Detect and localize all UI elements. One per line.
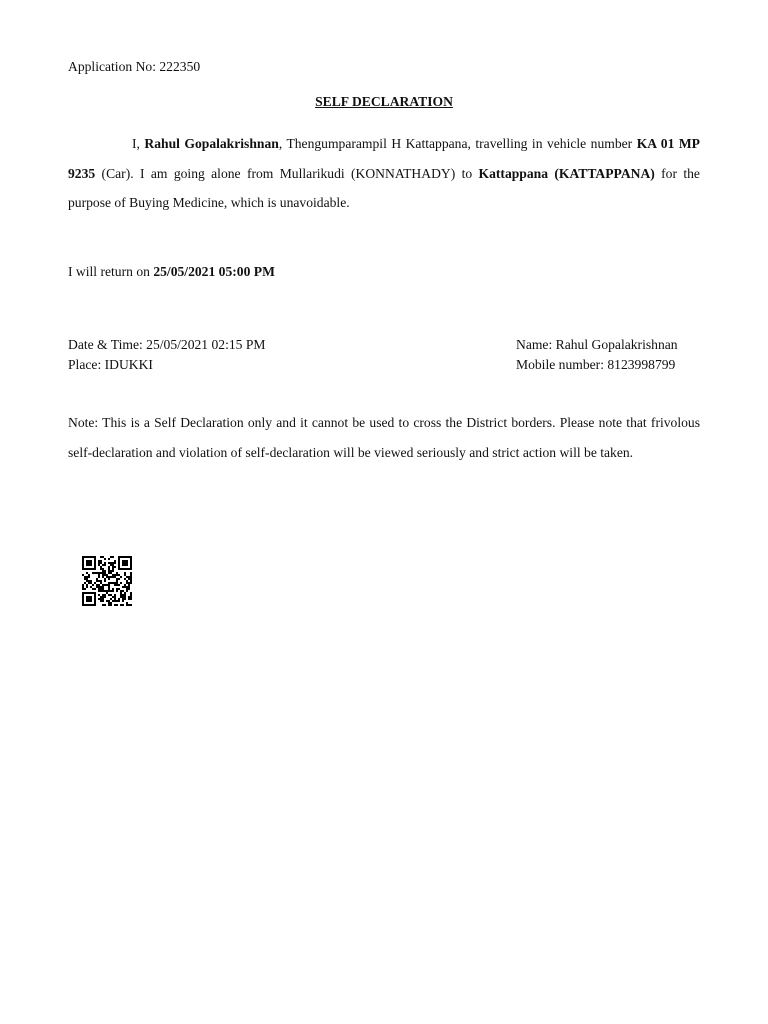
application-number-value: 222350 bbox=[159, 59, 201, 74]
document-title: SELF DECLARATION bbox=[315, 94, 453, 109]
declaration-prefix: I, bbox=[132, 136, 140, 151]
declaration-text-1: (Car). I am going alone from Mullarikudi (KONNATHADY) to bbox=[101, 165, 473, 181]
mobile-number: Mobile number: 8123998799 bbox=[516, 357, 676, 372]
note-paragraph: Note: This is a Self Declaration only and it cannot be used to cross the District borders. Please note that frivolous self-declaration and violation of self-declaration will be viewed seriously and strict action will be taken. bbox=[68, 415, 700, 460]
return-datetime: 25/05/2021 05:00 PM bbox=[153, 264, 275, 279]
application-number bbox=[68, 59, 200, 75]
declarant-address: , Thengumparampil H Kattappana, travelling in vehicle number bbox=[278, 136, 633, 151]
place: Place: IDUKKI bbox=[68, 357, 153, 372]
qr-code-icon bbox=[82, 556, 132, 606]
return-line bbox=[68, 264, 275, 280]
signatory-name: Name: Rahul Gopalakrishnan bbox=[516, 337, 678, 352]
vehicle-number: KA 01 MP 9235 bbox=[68, 136, 700, 181]
declarant-name: Rahul Gopalakrishnan bbox=[144, 136, 279, 151]
declaration-paragraph bbox=[68, 129, 700, 218]
date-time: Date & Time: 25/05/2021 02:15 PM bbox=[68, 337, 266, 352]
application-label: Application No: bbox=[68, 59, 156, 74]
destination: Kattappana (KATTAPPANA) bbox=[478, 165, 655, 181]
return-label: I will return on bbox=[68, 264, 150, 279]
declaration-text-2: for the purpose of Buying Medicine, which is unavoidable. bbox=[68, 165, 700, 210]
